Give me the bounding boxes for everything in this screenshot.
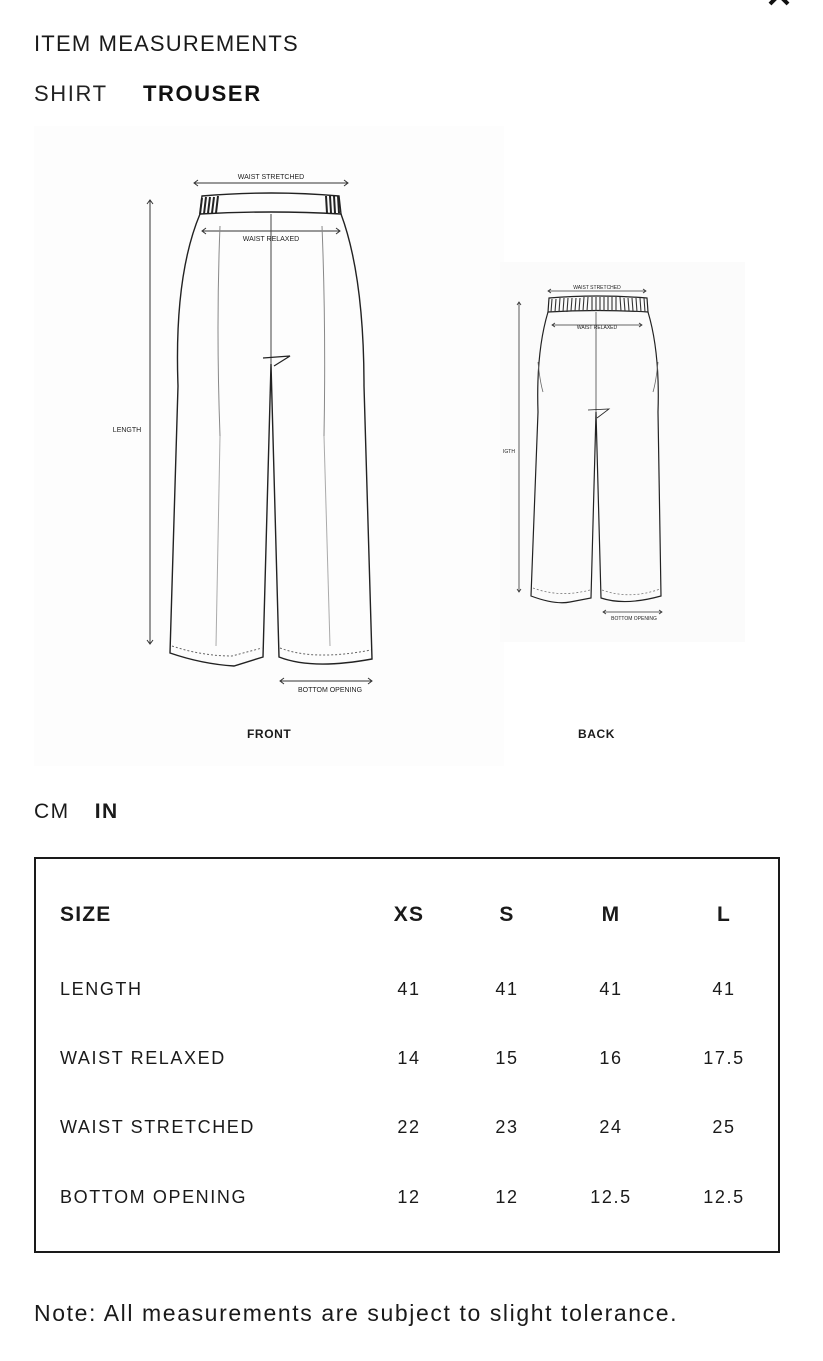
bottom-opening-s: 12 bbox=[495, 1187, 519, 1207]
back-bottom-opening-annotation: BOTTOM OPENING bbox=[611, 616, 657, 622]
back-length-annotation: IGTH bbox=[503, 449, 515, 455]
front-waist-stretched-annotation: WAIST STRETCHED bbox=[237, 174, 305, 181]
waist-relaxed-xs: 14 bbox=[397, 1048, 421, 1068]
size-header-s: S bbox=[499, 903, 515, 926]
waist-relaxed-l: 17.5 bbox=[703, 1048, 745, 1068]
garment-tabs bbox=[34, 81, 262, 107]
size-header-l: L bbox=[716, 903, 732, 926]
unit-cm-option[interactable]: CM bbox=[34, 800, 70, 823]
front-view-label: FRONT bbox=[247, 727, 292, 741]
tab-trouser[interactable]: TROUSER bbox=[142, 81, 262, 106]
waist-stretched-m: 24 bbox=[599, 1117, 623, 1137]
bottom-opening-m: 12.5 bbox=[590, 1187, 632, 1207]
length-m: 41 bbox=[599, 979, 623, 999]
length-s: 41 bbox=[495, 979, 519, 999]
row-label-waist-stretched: WAIST STRETCHED bbox=[60, 1117, 256, 1137]
tolerance-note: Note: All measurements are subject to slight tolerance. bbox=[34, 1300, 679, 1326]
front-length-annotation: LENGTH bbox=[112, 427, 142, 434]
row-label-waist-relaxed: WAIST RELAXED bbox=[60, 1048, 226, 1068]
unit-toggle bbox=[34, 800, 119, 824]
waist-relaxed-m: 16 bbox=[599, 1048, 623, 1068]
close-button[interactable] bbox=[762, 0, 798, 16]
size-header-m: M bbox=[601, 903, 621, 926]
front-waist-relaxed-annotation: WAIST RELAXED bbox=[242, 236, 300, 243]
waist-relaxed-s: 15 bbox=[495, 1048, 519, 1068]
waist-stretched-l: 25 bbox=[712, 1117, 736, 1137]
close-icon bbox=[762, 0, 798, 16]
bottom-opening-xs: 12 bbox=[397, 1187, 421, 1207]
size-header-label: SIZE bbox=[60, 903, 112, 926]
length-l: 41 bbox=[712, 979, 736, 999]
back-waist-relaxed-annotation: WAIST RELAXED bbox=[576, 325, 618, 331]
unit-in-option[interactable]: IN bbox=[94, 800, 119, 823]
size-chart-table bbox=[34, 857, 780, 1253]
waist-stretched-xs: 22 bbox=[397, 1117, 421, 1137]
row-label-length: LENGTH bbox=[60, 979, 143, 999]
trouser-front-diagram bbox=[34, 126, 504, 766]
size-header-xs: XS bbox=[393, 903, 425, 926]
back-view-label: BACK bbox=[578, 727, 616, 741]
length-xs: 41 bbox=[397, 979, 421, 999]
waist-stretched-s: 23 bbox=[495, 1117, 519, 1137]
bottom-opening-l: 12.5 bbox=[703, 1187, 745, 1207]
front-bottom-opening-annotation: BOTTOM OPENING bbox=[297, 687, 363, 694]
row-label-bottom-opening: BOTTOM OPENING bbox=[60, 1187, 248, 1207]
trouser-back-diagram bbox=[500, 262, 745, 642]
back-waist-stretched-annotation: WAIST STRETCHED bbox=[573, 285, 621, 291]
page-title: ITEM MEASUREMENTS bbox=[34, 31, 299, 56]
tab-shirt[interactable]: SHIRT bbox=[34, 81, 108, 106]
